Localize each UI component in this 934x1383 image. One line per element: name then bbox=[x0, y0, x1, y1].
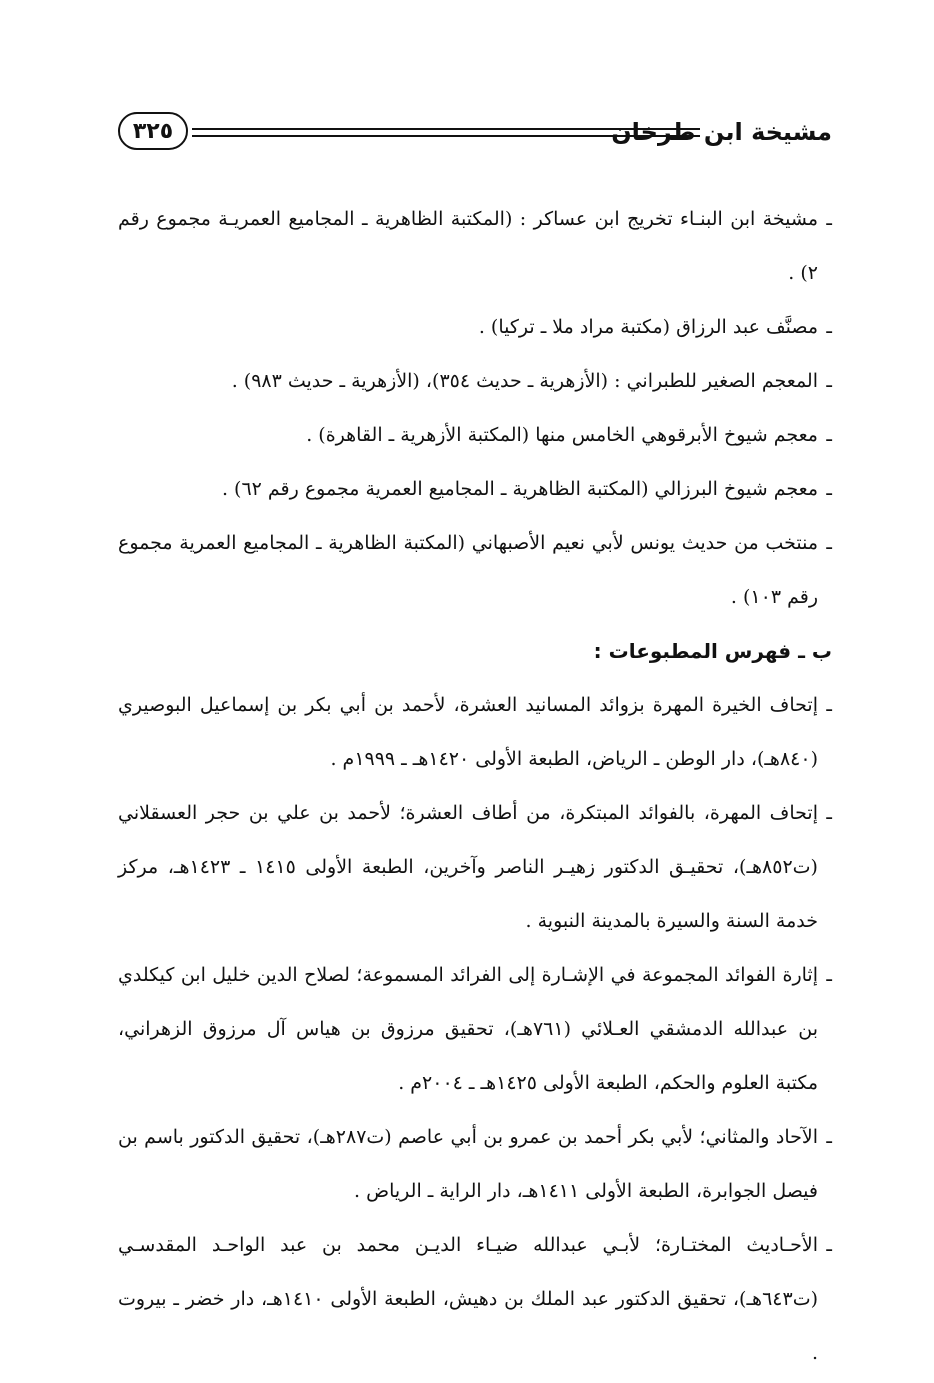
entry-text: منتخب من حديث يونس لأبي نعيم الأصبهاني (المكتبة الظاهرية ـ المجاميع العمرية مجموع رقم ١٠٣) . bbox=[118, 532, 818, 608]
manuscript-entry bbox=[118, 300, 832, 354]
printed-entry bbox=[118, 786, 832, 948]
printed-entry bbox=[118, 1110, 832, 1218]
entry-dash: ـ bbox=[826, 424, 832, 446]
entry-text: إتحاف المهرة، بالفوائد المبتكرة، من أطاف العشرة؛ لأحمد بن علي بن حجر العسقلاني (ت٨٥٢هـ)، تحقيـق الدكتور زهيـر الناصر وآخرين، الطبعة الأولى ١٤١٥ ـ ١٤٢٣هـ، مركز خدمة السنة والسيرة بالمدينة النبوية . bbox=[118, 802, 818, 932]
page-header bbox=[118, 110, 832, 160]
manuscript-entry bbox=[118, 516, 832, 624]
header-rule-bottom bbox=[192, 135, 700, 137]
entry-text: المعجم الصغير للطبراني : (الأزهرية ـ حديث ٣٥٤)، (الأزهرية ـ حديث ٩٨٣) . bbox=[231, 370, 818, 392]
entry-dash: ـ bbox=[826, 208, 832, 230]
entry-text: الأحـاديث المختـارة؛ لأبـي عبدالله ضيـاء الديـن محمد بن عبد الواحـد المقدسـي (ت٦٤٣هـ)، تحقيق الدكتور عبد الملك بن دهيش، الطبعة الأولى ١٤١٠هـ، دار خضر ـ بيروت . bbox=[118, 1234, 818, 1364]
entry-dash: ـ bbox=[826, 964, 832, 986]
entry-dash: ـ bbox=[826, 478, 832, 500]
manuscript-entry bbox=[118, 408, 832, 462]
entry-text: معجم شيوخ الأبرقوهي الخامس منها (المكتبة الأزهرية ـ القاهرة) . bbox=[306, 424, 818, 446]
entry-dash: ـ bbox=[826, 802, 832, 824]
entry-dash: ـ bbox=[826, 316, 832, 338]
entry-dash: ـ bbox=[826, 1234, 832, 1256]
entry-dash: ـ bbox=[826, 532, 832, 554]
entry-text: الآحاد والمثاني؛ لأبي بكر أحمد بن عمرو بن أبي عاصم (ت٢٨٧هـ)، تحقيق الدكتور باسم بن فيصل الجوابرة، الطبعة الأولى ١٤١١هـ، دار الراية ـ الرياض . bbox=[118, 1126, 818, 1202]
page-content bbox=[118, 192, 832, 1380]
printed-entry bbox=[118, 678, 832, 786]
entry-text: مشيخة ابن البنـاء تخريج ابن عساكر : (المكتبة الظاهرية ـ المجاميع العمريـة مجموع رقم ٢) . bbox=[118, 208, 818, 284]
entry-text: إتحاف الخيرة المهرة بزوائد المسانيد العشرة، لأحمد بن أبي بكر بن إسماعيل البوصيري (٨٤٠هـ)، دار الوطن ـ الرياض، الطبعة الأولى ١٤٢٠هـ ـ ١٩٩٩م . bbox=[118, 694, 818, 770]
printed-entry bbox=[118, 948, 832, 1110]
entry-text: مصنَّف عبد الرزاق (مكتبة مراد ملا ـ تركيا) . bbox=[478, 316, 818, 338]
printed-entry bbox=[118, 1218, 832, 1380]
entry-text: إثارة الفوائد المجموعة في الإشـارة إلى الفرائد المسموعة؛ لصلاح الدين خليل ابن كيكلدي بن عبدالله الدمشقي العـلائي (٧٦١هـ)، تحقيق مرزوق بن هياس آل مرزوق الزهراني، مكتبة العلوم والحكم، الطبعة الأولى ١٤٢٥هـ ـ ٢٠٠٤م . bbox=[118, 964, 818, 1094]
manuscript-entry bbox=[118, 192, 832, 300]
page-number: ٣٢٥ bbox=[118, 112, 188, 150]
manuscript-entry bbox=[118, 462, 832, 516]
manuscript-entry bbox=[118, 354, 832, 408]
entry-dash: ـ bbox=[826, 694, 832, 716]
section-heading-printed: ب ـ فهرس المطبوعات : bbox=[593, 639, 832, 663]
entry-text: معجم شيوخ البرزالي (المكتبة الظاهرية ـ المجاميع العمرية مجموع رقم ٦٢) . bbox=[221, 478, 818, 500]
running-title: مشيخة ابن طرخان bbox=[611, 118, 832, 146]
header-rule-top bbox=[192, 128, 700, 130]
entry-dash: ـ bbox=[826, 1126, 832, 1148]
entry-dash: ـ bbox=[826, 370, 832, 392]
